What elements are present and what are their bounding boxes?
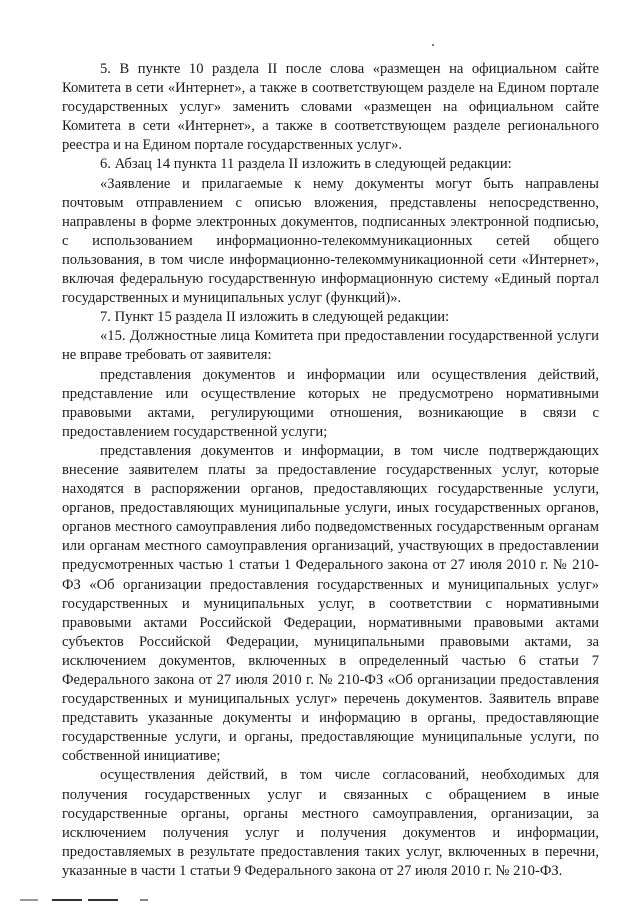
paragraph-item-7-c: осуществления действий, в том числе согласований, необходимых для получения государственных услуг и связанных с обращением в иные государственные органы, органы местного самоуправления, организации, за исключением получения услуг и получения документов и информации, предоставляемых в результате предоставления таких услуг, включенных в перечни, указанные в части 1 статьи 9 Федерального закона от 27 июля 2010 г. № 210-ФЗ.	[62, 767, 599, 879]
paragraph-item-6: 6. Абзац 14 пункта 11 раздела II изложить в следующей редакции:	[100, 156, 512, 173]
paragraph-item-7-quote: «15. Должностные лица Комитета при предоставлении государственной услуги не вправе требовать от заявителя:	[62, 328, 599, 364]
scan-dash	[52, 899, 82, 901]
scan-edge-marks	[0, 893, 640, 905]
paragraph-item-7: 7. Пункт 15 раздела II изложить в следующей редакции:	[100, 309, 450, 326]
scan-speck	[432, 44, 434, 46]
paragraph-item-7-b: представления документов и информации, в том числе подтверждающих внесение заявителем платы за предоставление государственных услуг, которые находятся в распоряжении органов, предоставляющих государственные услуги, органов, предоставляющих муниципальные услуги, иных государственных органов, органов местного самоуправления либо подведомственных государственным органам или органам местного самоуправления организаций, участвующих в предоставлении предусмотренных частью 1 статьи 1 Федерального закона от 27 июля 2010 г. № 210-ФЗ «Об организации предоставления государственных и муниципальных услуг» государственных и муниципальных услуг, в соответствии с нормативными правовыми актами Российской Федерации, нормативными правовыми актами субъектов Российской Федерации, муниципальными правовыми актами, за исключением документов, включенных в определенный частью 6 статьи 7 Федерального закона от 27 июля 2010 г. № 210-ФЗ «Об организации предоставления государственных и муниципальных услуг» перечень документов. Заявитель вправе представить указанные документы и информацию в органы, предоставляющие государственные услуги, и органы, предоставляющие муниципальные услуги, по собственной инициативе;	[62, 442, 599, 765]
scan-dash	[20, 899, 38, 901]
scan-dash	[140, 899, 148, 901]
scan-dash	[88, 899, 118, 901]
document-body	[62, 60, 599, 881]
paragraph-item-7-a: представления документов и информации или осуществления действий, представление или осуществление которых не предусмотрено нормативными правовыми актами, регулирующими отношения, возникающие в связи с предоставлением государственной услуги;	[62, 366, 599, 440]
paragraph-item-5: 5. В пункте 10 раздела II после слова «размещен на официальном сайте Комитета в сети «Интернет», а также в соответствующем разделе на Едином портале государственных услуг» заменить словами «размещен на официальном сайте Комитета в сети «Интернет», а также в соответствующем разделе регионального реестра и на Едином портале государственных услуг».	[62, 61, 599, 154]
paragraph-item-6-quote: «Заявление и прилагаемые к нему документы могут быть направлены почтовым отправлением с описью вложения, представлены непосредственно, направлены в форме электронных документов, подписанных электронной подписью, с использованием информационно-телекоммуникационных сетей общего пользования, в том числе информационно-телекоммуникационной сети «Интернет», включая федеральную государственную информационную систему «Единый портал государственных и муниципальных услуг (функций)».	[62, 175, 599, 307]
